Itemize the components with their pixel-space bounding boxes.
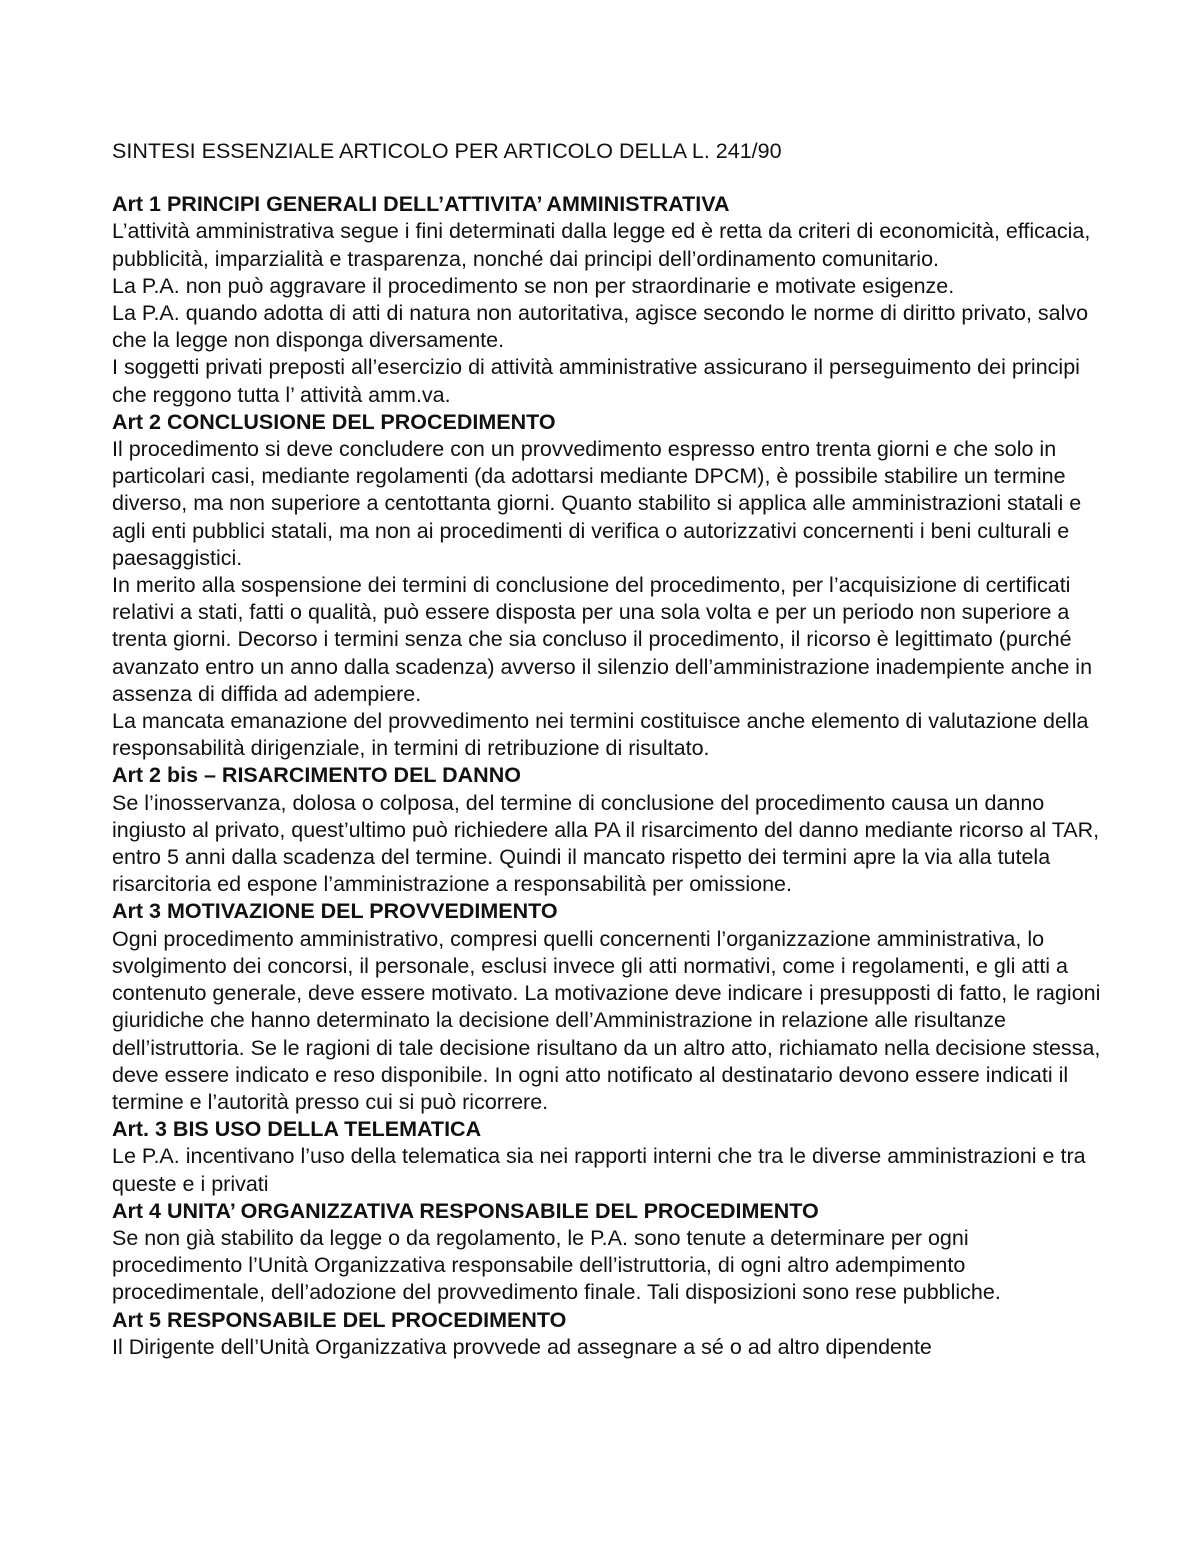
document-page (112, 138, 1102, 1361)
article-paragraph: La P.A. quando adotta di atti di natura non autoritativa, agisce secondo le norme di diritto privato, salvo che la legge non disponga diversamente. (112, 301, 1089, 353)
article-heading: Art 4 UNITA’ ORGANIZZATIVA RESPONSABILE DEL PROCEDIMENTO (112, 1198, 819, 1223)
article-2 (112, 409, 1102, 763)
article-paragraph: Se l’inosservanza, dolosa o colposa, del termine di conclusione del procedimento causa un danno ingiusto al privato, quest’ultimo può richiedere alla PA il risarcimento del danno mediante ricorso al TAR, entro 5 anni dalla scadenza del termine. Quindi il mancato rispetto dei termini apre la via alla tutela risarcitoria ed espone l’amministrazione a responsabilità per omissione. (112, 790, 1100, 897)
article-3 (112, 898, 1102, 1116)
article-paragraph: Se non già stabilito da legge o da regolamento, le P.A. sono tenute a determinare per ogni procedimento l’Unità Organizzativa responsabile dell’istruttoria, di ogni altro adempimento procedimentale, dell’adozione del provvedimento finale. Tali disposizioni sono rese pubbliche. (112, 1225, 1001, 1305)
article-paragraph: La P.A. non può aggravare il procedimento se non per straordinarie e motivate esigenze. (112, 273, 955, 298)
article-paragraph: L’attività amministrativa segue i fini determinati dalla legge ed è retta da criteri di economicità, efficacia, pubblicità, imparzialità e trasparenza, nonché dai principi dell’ordinamento comunitario. (112, 219, 1091, 271)
article-heading: Art 2 CONCLUSIONE DEL PROCEDIMENTO (112, 409, 556, 434)
article-paragraph: Il procedimento si deve concludere con un provvedimento espresso entro trenta giorni e che solo in particolari casi, mediante regolamenti (da adottarsi mediante DPCM), è possibile stabilire un termine diverso, ma non superiore a centottanta giorni. Quanto stabilito si applica alle amministrazioni statali e agli enti pubblici statali, ma non ai procedimenti di verifica o autorizzativi concernenti i beni culturali e paesaggistici. (112, 437, 1082, 570)
article-1 (112, 191, 1102, 409)
article-paragraph: Le P.A. incentivano l’uso della telematica sia nei rapporti interni che tra le diverse amministrazioni e tra queste e i privati (112, 1144, 1086, 1196)
article-2-bis (112, 762, 1102, 898)
article-paragraph: Il Dirigente dell’Unità Organizzativa provvede ad assegnare a sé o ad altro dipendente (112, 1334, 932, 1359)
article-heading: Art 1 PRINCIPI GENERALI DELL’ATTIVITA’ AMMINISTRATIVA (112, 192, 730, 217)
article-heading: Art 5 RESPONSABILE DEL PROCEDIMENTO (112, 1307, 567, 1332)
article-5 (112, 1307, 1102, 1361)
article-3-bis (112, 1116, 1102, 1198)
article-paragraph: In merito alla sospensione dei termini di conclusione del procedimento, per l’acquisizione di certificati relativi a stati, fatti o qualità, può essere disposta per una sola volta e per un periodo non superiore a trenta giorni. Decorso i termini senza che sia concluso il procedimento, il ricorso è legittimato (purché avanzato entro un anno dalla scadenza) avverso il silenzio dell’amministrazione inadempiente anche in assenza di diffida ad adempiere. (112, 573, 1093, 706)
article-heading: Art. 3 BIS USO DELLA TELEMATICA (112, 1117, 482, 1142)
article-heading: Art 3 MOTIVAZIONE DEL PROVVEDIMENTO (112, 899, 558, 924)
article-paragraph: Ogni procedimento amministrativo, compresi quelli concernenti l’organizzazione amministrativa, lo svolgimento dei concorsi, il personale, esclusi invece gli atti normativi, come i regolamenti, e gli atti a contenuto generale, deve essere motivato. La motivazione deve indicare i presupposti di fatto, le ragioni giuridiche che hanno determinato la decisione dell’Amministrazione in relazione alle risultanze dell’istruttoria. Se le ragioni di tale decisione risultano da un altro atto, richiamato nella decisione stessa, deve essere indicato e reso disponibile. In ogni atto notificato al destinatario devono essere indicati il termine e l’autorità presso cui si può ricorrere. (112, 926, 1101, 1114)
article-paragraph: I soggetti privati preposti all’esercizio di attività amministrative assicurano il perseguimento dei principi che reggono tutta l’ attività amm.va. (112, 355, 1080, 407)
article-heading: Art 2 bis – RISARCIMENTO DEL DANNO (112, 763, 521, 788)
article-4 (112, 1198, 1102, 1307)
article-paragraph: La mancata emanazione del provvedimento nei termini costituisce anche elemento di valutazione della responsabilità dirigenziale, in termini di retribuzione di risultato. (112, 709, 1089, 761)
document-title: SINTESI ESSENZIALE ARTICOLO PER ARTICOLO DELLA L. 241/90 (112, 139, 782, 163)
